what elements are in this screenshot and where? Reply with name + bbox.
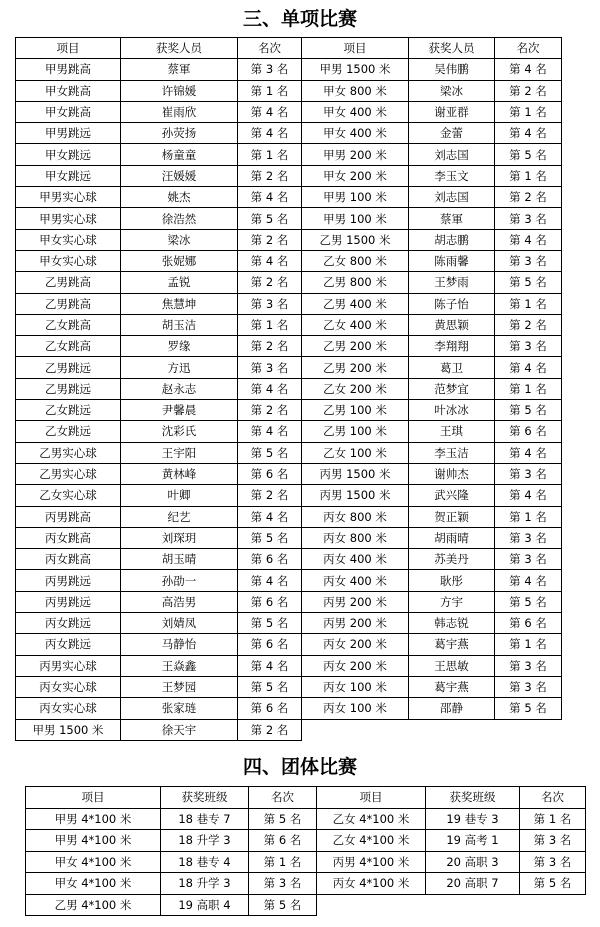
cell-event: 甲女跳高 xyxy=(16,101,121,122)
table-row xyxy=(16,357,562,378)
cell-winner: 叶冰冰 xyxy=(409,400,495,421)
cell-event: 乙女跳高 xyxy=(16,314,121,335)
cell-winner: 焦慧坤 xyxy=(121,293,238,314)
table-row xyxy=(16,80,562,101)
cell-rank: 第 4 名 xyxy=(238,421,302,442)
cell-rank: 第 1 名 xyxy=(249,851,317,873)
cell-event: 乙男 1500 米 xyxy=(302,229,409,250)
cell-winner: 王梦雨 xyxy=(409,272,495,293)
table-row xyxy=(26,851,586,873)
table-row xyxy=(16,378,562,399)
cell-rank: 第 4 名 xyxy=(238,250,302,271)
cell-event: 乙男跳远 xyxy=(16,378,121,399)
cell-winner: 梁冰 xyxy=(121,229,238,250)
cell-winner: 吴伟鹏 xyxy=(409,59,495,80)
cell-rank: 第 2 名 xyxy=(238,165,302,186)
cell-winner: 19 高职 4 xyxy=(161,894,249,916)
cell-rank: 第 4 名 xyxy=(238,506,302,527)
cell-winner: 李翔翔 xyxy=(409,336,495,357)
cell-event: 甲女跳远 xyxy=(16,165,121,186)
cell-winner: 胡志鹏 xyxy=(409,229,495,250)
cell-event xyxy=(302,719,409,740)
cell-event: 乙女 200 米 xyxy=(302,378,409,399)
cell-winner: 金蕾 xyxy=(409,123,495,144)
cell-winner: 贺正颖 xyxy=(409,506,495,527)
cell-rank: 第 2 名 xyxy=(495,314,562,335)
individual-results-table xyxy=(15,37,562,741)
cell-event: 丙女 400 米 xyxy=(302,570,409,591)
cell-event: 乙女 800 米 xyxy=(302,250,409,271)
cell-rank: 第 2 名 xyxy=(495,187,562,208)
cell-winner: 孟锐 xyxy=(121,272,238,293)
header-event: 项目 xyxy=(16,38,121,59)
table-row xyxy=(26,894,586,916)
cell-event: 丙女 200 米 xyxy=(302,655,409,676)
cell-winner: 刘志国 xyxy=(409,187,495,208)
cell-event: 丙女 800 米 xyxy=(302,506,409,527)
table-row xyxy=(16,123,562,144)
cell-event: 甲男 4*100 米 xyxy=(26,808,161,830)
table-row xyxy=(16,250,562,271)
table-row xyxy=(16,655,562,676)
cell-winner: 孙荧扬 xyxy=(121,123,238,144)
cell-event: 甲男 100 米 xyxy=(302,208,409,229)
cell-rank: 第 2 名 xyxy=(238,272,302,293)
cell-rank: 第 5 名 xyxy=(238,527,302,548)
cell-rank: 第 3 名 xyxy=(495,655,562,676)
cell-event: 丙女跳远 xyxy=(16,613,121,634)
table-row xyxy=(16,613,562,634)
cell-event: 乙女 4*100 米 xyxy=(317,808,426,830)
cell-rank: 第 3 名 xyxy=(495,336,562,357)
section-title-individual: 三、单项比赛 xyxy=(242,8,357,30)
cell-event: 乙男跳远 xyxy=(16,357,121,378)
cell-event: 乙男 100 米 xyxy=(302,421,409,442)
cell-winner: 许锦媛 xyxy=(121,80,238,101)
cell-rank: 第 4 名 xyxy=(495,570,562,591)
cell-winner: 姚杰 xyxy=(121,187,238,208)
cell-event: 丙女 800 米 xyxy=(302,527,409,548)
cell-rank: 第 6 名 xyxy=(238,549,302,570)
table-row xyxy=(16,485,562,506)
cell-rank: 第 6 名 xyxy=(238,634,302,655)
cell-event: 丙男 4*100 米 xyxy=(317,851,426,873)
cell-event: 丙男跳远 xyxy=(16,570,121,591)
cell-winner xyxy=(409,719,495,740)
cell-winner: 陈雨馨 xyxy=(409,250,495,271)
cell-rank: 第 3 名 xyxy=(495,208,562,229)
cell-rank: 第 6 名 xyxy=(238,591,302,612)
cell-rank: 第 3 名 xyxy=(238,59,302,80)
cell-event: 甲女 400 米 xyxy=(302,123,409,144)
cell-winner: 王焱鑫 xyxy=(121,655,238,676)
table-row xyxy=(26,873,586,895)
cell-event: 甲女 4*100 米 xyxy=(26,873,161,895)
cell-rank: 第 4 名 xyxy=(495,357,562,378)
table-row xyxy=(16,101,562,122)
cell-winner: 谢帅杰 xyxy=(409,463,495,484)
cell-winner: 孙劭一 xyxy=(121,570,238,591)
cell-winner: 徐天宇 xyxy=(121,719,238,740)
cell-winner: 苏美丹 xyxy=(409,549,495,570)
header-class: 获奖班级 xyxy=(161,787,249,809)
cell-event: 甲女实心球 xyxy=(16,250,121,271)
cell-winner: 陈子怡 xyxy=(409,293,495,314)
cell-event: 甲男 1500 米 xyxy=(16,719,121,740)
cell-event: 甲男实心球 xyxy=(16,208,121,229)
cell-winner: 张家琏 xyxy=(121,698,238,719)
table-header-row xyxy=(26,787,586,809)
table-row xyxy=(16,59,562,80)
cell-winner: 黄林峰 xyxy=(121,463,238,484)
cell-event: 乙女跳远 xyxy=(16,421,121,442)
cell-rank: 第 3 名 xyxy=(520,830,586,852)
cell-event: 乙男 200 米 xyxy=(302,357,409,378)
cell-event: 丙女跳高 xyxy=(16,549,121,570)
cell-winner: 罗缘 xyxy=(121,336,238,357)
table-row xyxy=(16,400,562,421)
cell-rank: 第 2 名 xyxy=(238,336,302,357)
cell-event: 乙女 400 米 xyxy=(302,314,409,335)
cell-rank xyxy=(520,894,586,916)
cell-event: 丙男 1500 米 xyxy=(302,463,409,484)
cell-rank: 第 1 名 xyxy=(495,165,562,186)
cell-winner: 马静怡 xyxy=(121,634,238,655)
table-row xyxy=(16,336,562,357)
cell-winner: 叶卿 xyxy=(121,485,238,506)
cell-event: 乙女跳高 xyxy=(16,336,121,357)
section-title-team: 四、团体比赛 xyxy=(242,756,357,778)
cell-event: 丙女实心球 xyxy=(16,676,121,697)
cell-rank: 第 4 名 xyxy=(238,570,302,591)
table-row xyxy=(16,208,562,229)
cell-rank: 第 4 名 xyxy=(495,59,562,80)
header-class: 获奖班级 xyxy=(426,787,520,809)
cell-rank: 第 6 名 xyxy=(249,830,317,852)
cell-rank: 第 5 名 xyxy=(238,676,302,697)
table-row xyxy=(16,719,562,740)
table-row xyxy=(16,314,562,335)
cell-rank: 第 4 名 xyxy=(495,485,562,506)
cell-event: 甲女 400 米 xyxy=(302,101,409,122)
cell-rank: 第 4 名 xyxy=(238,101,302,122)
cell-winner: 纪艺 xyxy=(121,506,238,527)
cell-rank: 第 3 名 xyxy=(495,527,562,548)
cell-event: 甲女跳高 xyxy=(16,80,121,101)
cell-rank: 第 3 名 xyxy=(238,357,302,378)
cell-event: 乙男 800 米 xyxy=(302,272,409,293)
cell-event: 乙男 400 米 xyxy=(302,293,409,314)
table-row xyxy=(16,549,562,570)
cell-winner: 高浩男 xyxy=(121,591,238,612)
header-rank: 名次 xyxy=(495,38,562,59)
cell-event: 丙男 200 米 xyxy=(302,613,409,634)
cell-event: 丙男实心球 xyxy=(16,655,121,676)
cell-event: 甲男 200 米 xyxy=(302,144,409,165)
cell-rank xyxy=(495,719,562,740)
cell-winner: 蔡軍 xyxy=(121,59,238,80)
cell-event: 丙女 4*100 米 xyxy=(317,873,426,895)
cell-winner: 方迅 xyxy=(121,357,238,378)
header-rank: 名次 xyxy=(249,787,317,809)
table-row xyxy=(16,442,562,463)
table-row xyxy=(26,830,586,852)
cell-event: 甲女 800 米 xyxy=(302,80,409,101)
cell-event: 丙女 400 米 xyxy=(302,549,409,570)
cell-winner: 19 巷专 3 xyxy=(426,808,520,830)
cell-winner: 李玉文 xyxy=(409,165,495,186)
cell-winner: 刘琛玥 xyxy=(121,527,238,548)
table-row xyxy=(16,229,562,250)
cell-winner: 沈彩氏 xyxy=(121,421,238,442)
cell-rank: 第 5 名 xyxy=(238,442,302,463)
team-results-table xyxy=(25,786,586,916)
cell-winner: 19 高考 1 xyxy=(426,830,520,852)
cell-rank: 第 5 名 xyxy=(238,613,302,634)
cell-winner: 18 升学 3 xyxy=(161,873,249,895)
table-row xyxy=(16,570,562,591)
cell-winner: 尹馨晨 xyxy=(121,400,238,421)
cell-rank: 第 6 名 xyxy=(238,463,302,484)
cell-rank: 第 2 名 xyxy=(238,719,302,740)
cell-event: 甲男实心球 xyxy=(16,187,121,208)
cell-winner: 18 巷专 4 xyxy=(161,851,249,873)
cell-rank: 第 3 名 xyxy=(495,463,562,484)
cell-winner: 梁冰 xyxy=(409,80,495,101)
cell-event: 甲女实心球 xyxy=(16,229,121,250)
cell-winner: 胡玉晴 xyxy=(121,549,238,570)
cell-event: 乙男 200 米 xyxy=(302,336,409,357)
cell-rank: 第 3 名 xyxy=(249,873,317,895)
cell-rank: 第 1 名 xyxy=(495,378,562,399)
cell-event: 乙女 4*100 米 xyxy=(317,830,426,852)
cell-rank: 第 6 名 xyxy=(495,613,562,634)
cell-winner: 李玉洁 xyxy=(409,442,495,463)
cell-event: 乙男实心球 xyxy=(16,442,121,463)
cell-event: 丙女 200 米 xyxy=(302,634,409,655)
cell-winner: 邵静 xyxy=(409,698,495,719)
cell-rank: 第 1 名 xyxy=(495,506,562,527)
cell-winner: 蔡軍 xyxy=(409,208,495,229)
table-row xyxy=(16,591,562,612)
cell-winner: 崔雨欣 xyxy=(121,101,238,122)
cell-rank: 第 1 名 xyxy=(520,808,586,830)
table-row xyxy=(26,808,586,830)
cell-winner: 张妮娜 xyxy=(121,250,238,271)
cell-event: 乙男实心球 xyxy=(16,463,121,484)
cell-rank: 第 4 名 xyxy=(238,378,302,399)
cell-event: 丙男 1500 米 xyxy=(302,485,409,506)
header-event: 项目 xyxy=(302,38,409,59)
cell-rank: 第 4 名 xyxy=(238,123,302,144)
cell-rank: 第 1 名 xyxy=(495,101,562,122)
cell-winner: 18 巷专 7 xyxy=(161,808,249,830)
cell-event: 甲男 1500 米 xyxy=(302,59,409,80)
header-event: 项目 xyxy=(317,787,426,809)
cell-winner: 王思敏 xyxy=(409,655,495,676)
cell-rank: 第 5 名 xyxy=(495,698,562,719)
cell-rank: 第 2 名 xyxy=(495,80,562,101)
cell-rank: 第 5 名 xyxy=(495,144,562,165)
cell-event: 乙女实心球 xyxy=(16,485,121,506)
cell-rank: 第 6 名 xyxy=(495,421,562,442)
table-row xyxy=(16,293,562,314)
cell-rank: 第 1 名 xyxy=(495,293,562,314)
cell-winner: 葛卫 xyxy=(409,357,495,378)
cell-event: 丙女跳高 xyxy=(16,527,121,548)
cell-event: 甲女 4*100 米 xyxy=(26,851,161,873)
table-row xyxy=(16,272,562,293)
cell-event: 丙男 200 米 xyxy=(302,591,409,612)
cell-rank: 第 1 名 xyxy=(238,314,302,335)
table-row xyxy=(16,165,562,186)
cell-rank: 第 6 名 xyxy=(238,698,302,719)
cell-winner: 胡雨晴 xyxy=(409,527,495,548)
cell-rank: 第 4 名 xyxy=(495,123,562,144)
cell-rank: 第 3 名 xyxy=(495,549,562,570)
header-rank: 名次 xyxy=(520,787,586,809)
cell-event: 乙男 100 米 xyxy=(302,400,409,421)
cell-event: 甲男 100 米 xyxy=(302,187,409,208)
cell-winner: 王梦园 xyxy=(121,676,238,697)
cell-winner: 赵永志 xyxy=(121,378,238,399)
cell-event: 丙男跳高 xyxy=(16,506,121,527)
table-row xyxy=(16,527,562,548)
cell-rank: 第 3 名 xyxy=(238,293,302,314)
cell-winner: 20 高职 3 xyxy=(426,851,520,873)
cell-winner: 杨童童 xyxy=(121,144,238,165)
cell-rank: 第 2 名 xyxy=(238,485,302,506)
table-row xyxy=(16,676,562,697)
cell-rank: 第 5 名 xyxy=(495,400,562,421)
cell-event: 乙女跳远 xyxy=(16,400,121,421)
cell-winner: 葛宇燕 xyxy=(409,676,495,697)
cell-winner: 王宇阳 xyxy=(121,442,238,463)
cell-winner: 20 高职 7 xyxy=(426,873,520,895)
cell-event: 乙男跳高 xyxy=(16,272,121,293)
cell-rank: 第 3 名 xyxy=(495,676,562,697)
cell-winner: 胡玉洁 xyxy=(121,314,238,335)
table-row xyxy=(16,698,562,719)
cell-winner: 范梦宜 xyxy=(409,378,495,399)
cell-event xyxy=(317,894,426,916)
header-winner: 获奖人员 xyxy=(409,38,495,59)
cell-event: 丙女 100 米 xyxy=(302,676,409,697)
cell-winner: 耿彤 xyxy=(409,570,495,591)
cell-winner: 黄思颖 xyxy=(409,314,495,335)
table-row xyxy=(16,144,562,165)
cell-rank: 第 5 名 xyxy=(238,208,302,229)
cell-rank: 第 3 名 xyxy=(495,250,562,271)
cell-rank: 第 2 名 xyxy=(238,400,302,421)
cell-winner: 武兴隆 xyxy=(409,485,495,506)
cell-event: 甲男跳远 xyxy=(16,123,121,144)
cell-winner: 刘志国 xyxy=(409,144,495,165)
cell-event: 甲男跳高 xyxy=(16,59,121,80)
cell-event: 乙男跳高 xyxy=(16,293,121,314)
cell-rank: 第 4 名 xyxy=(495,229,562,250)
table-row xyxy=(16,187,562,208)
cell-winner xyxy=(426,894,520,916)
cell-event: 乙男 4*100 米 xyxy=(26,894,161,916)
cell-winner: 王琪 xyxy=(409,421,495,442)
cell-winner: 18 升学 3 xyxy=(161,830,249,852)
cell-winner: 葛宇燕 xyxy=(409,634,495,655)
cell-winner: 汪媛媛 xyxy=(121,165,238,186)
table-header-row xyxy=(16,38,562,59)
cell-event: 丙女跳远 xyxy=(16,634,121,655)
cell-winner: 韩志锐 xyxy=(409,613,495,634)
cell-rank: 第 1 名 xyxy=(495,634,562,655)
cell-rank: 第 4 名 xyxy=(238,655,302,676)
cell-rank: 第 5 名 xyxy=(495,272,562,293)
cell-rank: 第 1 名 xyxy=(238,144,302,165)
table-row xyxy=(16,506,562,527)
cell-event: 甲女 200 米 xyxy=(302,165,409,186)
cell-winner: 谢亚群 xyxy=(409,101,495,122)
cell-rank: 第 5 名 xyxy=(249,894,317,916)
cell-winner: 刘婧凤 xyxy=(121,613,238,634)
table-row xyxy=(16,421,562,442)
cell-event: 丙男跳远 xyxy=(16,591,121,612)
cell-rank: 第 3 名 xyxy=(520,851,586,873)
cell-event: 丙女实心球 xyxy=(16,698,121,719)
cell-rank: 第 4 名 xyxy=(238,187,302,208)
table-row xyxy=(16,634,562,655)
cell-event: 甲男 4*100 米 xyxy=(26,830,161,852)
cell-rank: 第 5 名 xyxy=(249,808,317,830)
header-rank: 名次 xyxy=(238,38,302,59)
cell-winner: 方宇 xyxy=(409,591,495,612)
cell-rank: 第 5 名 xyxy=(520,873,586,895)
cell-rank: 第 5 名 xyxy=(495,591,562,612)
cell-rank: 第 2 名 xyxy=(238,229,302,250)
cell-event: 甲女跳远 xyxy=(16,144,121,165)
cell-rank: 第 1 名 xyxy=(238,80,302,101)
cell-winner: 徐浩然 xyxy=(121,208,238,229)
cell-event: 乙女 100 米 xyxy=(302,442,409,463)
cell-rank: 第 4 名 xyxy=(495,442,562,463)
header-winner: 获奖人员 xyxy=(121,38,238,59)
cell-event: 丙女 100 米 xyxy=(302,698,409,719)
header-event: 项目 xyxy=(26,787,161,809)
table-row xyxy=(16,463,562,484)
